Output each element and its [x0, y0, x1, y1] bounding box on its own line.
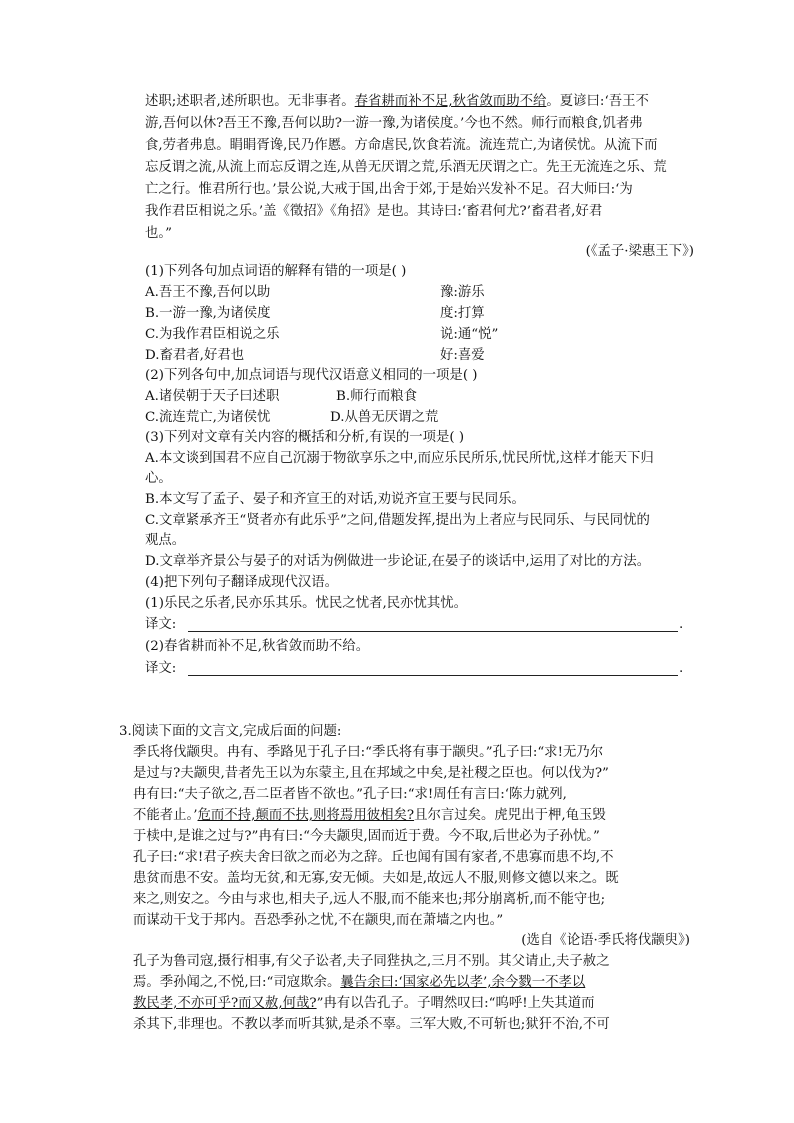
line-end-period: .: [679, 617, 684, 632]
q3-option-d: D.文章举齐景公与晏子的对话为例做进一步论证,在晏子的谈话中,运用了对比的方法。: [145, 554, 651, 569]
passage-line: 食,劳者弗息。睊睊胥谗,民乃作慝。方命虐民,饮食若流。流连荒亡,为诸侯忧。从流下而: [145, 138, 658, 153]
source-citation: (《孟子·梁惠王下》): [585, 244, 694, 259]
q1-option-a: A.吾王不豫,吾何以助: [145, 285, 271, 300]
passage-line: 不能者止。’危而不持,颠而不扶,则将焉用彼相矣?且尔言过矣。虎兕出于柙,龟玉毁: [133, 808, 606, 823]
section-heading: 3.阅读下面的文言文,完成后面的问题:: [119, 724, 342, 739]
passage-line: 忘反谓之流,从流上而忘反谓之连,从兽无厌谓之荒,乐酒无厌谓之亡。先王无流连之乐、荒: [145, 160, 667, 175]
passage-line: 孔子曰:“求!君子疾夫舍曰欲之而必为之辞。丘也闻有国有家者,不患寡而患不均,不: [133, 850, 614, 865]
passage-line: 而谋动干戈于邦内。吾恐季孙之忧,不在颛臾,而在萧墙之内也。”: [133, 913, 504, 928]
q3-option-c: C.文章紧承齐王“贤者亦有此乐乎”之问,借题发挥,提出为上者应与民同乐、与民同忧的: [145, 513, 650, 528]
underlined-sentence: 教民孝,不亦可乎?而又赦,何哉?: [133, 996, 317, 1011]
underlined-sentence: 危而不持,颠而不扶,则将焉用彼相矣?: [197, 808, 415, 823]
q4-item-1: (1)乐民之乐者,民亦乐其乐。忧民之忧者,民亦忧其忧。: [145, 596, 468, 611]
passage-line: 患贫而患不安。盖均无贫,和无寡,安无倾。夫如是,故远人不服,则修文德以来之。既: [133, 871, 619, 886]
passage-line: 来之,则安之。今由与求也,相夫子,远人不服,而不能来也;邦分崩离析,而不能守也;: [133, 892, 606, 907]
passage-line: 教民孝,不亦可乎?而又赦,何哉?”冉有以告孔子。子喟然叹曰:“呜呼!上失其道而: [133, 996, 595, 1011]
q1-option-d-gloss: 好:喜爱: [440, 348, 485, 363]
translation-answer-line-1[interactable]: [188, 631, 678, 632]
question-3: (3)下列对文章有关内容的概括和分析,有误的一项是( ): [145, 430, 465, 445]
q2-option-d: D.从兽无厌谓之荒: [330, 410, 439, 425]
passage-line: 孔子为鲁司寇,摄行相事,有父子讼者,夫子同狴执之,三月不别。其父请止,夫子赦之: [133, 954, 610, 969]
passage-line: 焉。季孙闻之,不悦,曰:“司寇欺余。曩告余曰:‘国家必先以孝’,余今戮一不孝以: [133, 975, 586, 990]
passage-line: 亡之行。惟君所行也。’景公说,大戒于国,出舍于郊,于是始兴发补不足。召大师曰:‘为: [145, 182, 633, 197]
q2-option-b: B.师行而粮食: [336, 389, 418, 404]
passage-line: 杀其下,非理也。不教以孝而听其狱,是杀不辜。三军大败,不可斩也;狱犴不治,不可: [133, 1017, 610, 1032]
q3-option-a-cont: 心。: [145, 471, 172, 486]
translation-label: 译文:: [145, 617, 177, 632]
underlined-sentence: 春省耕而补不足,秋省敛而助不给: [354, 94, 547, 109]
q1-option-d: D.畜君者,好君也: [145, 348, 245, 363]
q1-option-a-gloss: 豫:游乐: [440, 285, 485, 300]
question-2: (2)下列各句中,加点词语与现代汉语意义相同的一项是( ): [145, 368, 478, 383]
q1-option-c-gloss: 说:通“悦”: [440, 327, 499, 342]
passage-line: 我作君臣相说之乐。’盖《徵招》《角招》是也。其诗曰:‘畜君何尤?’畜君者,好君: [145, 204, 603, 219]
q3-option-c-cont: 观点。: [145, 533, 186, 548]
translation-label: 译文:: [145, 661, 177, 676]
q1-option-b-gloss: 度:打算: [440, 306, 485, 321]
passage-line: 述职;述职者,述所职也。无非事者。春省耕而补不足,秋省敛而助不给。夏谚曰:‘吾王不: [145, 94, 649, 109]
passage-line: 冉有曰:“夫子欲之,吾二臣者皆不欲也。”孔子曰:“求!周任有言曰:‘陈力就列,: [133, 787, 567, 802]
q3-option-b: B.本文写了孟子、晏子和齐宣王的对话,劝说齐宣王要与民同乐。: [145, 492, 525, 507]
passage-line: 于椟中,是谁之过与?”冉有曰:“今夫颛臾,固而近于费。今不取,后世必为子孙忧。”: [133, 829, 600, 844]
q4-item-2: (2)春省耕而补不足,秋省敛而助不给。: [145, 639, 370, 654]
line-end-period: .: [679, 661, 684, 676]
q1-option-b: B.一游一豫,为诸侯度: [145, 306, 271, 321]
underlined-sentence: 曩告余曰:‘国家必先以孝’,余今戮一不孝以: [340, 975, 586, 990]
q3-option-a: A.本文谈到国君不应自己沉溺于物欲享乐之中,而应乐民所乐,忧民所忧,这样才能天下归: [145, 451, 654, 466]
passage-line: 季氏将伐颛臾。冉有、季路见于孔子曰:“季氏将有事于颛臾。”孔子曰:“求!无乃尔: [133, 745, 604, 760]
question-4: (4)把下列句子翻译成现代汉语。: [145, 575, 339, 590]
q2-option-c: C.流连荒亡,为诸侯忧: [145, 410, 271, 425]
question-1: (1)下列各句加点词语的解释有错的一项是( ): [145, 264, 407, 279]
q1-option-c: C.为我作君臣相说之乐: [145, 327, 280, 342]
passage-line: 也。”: [145, 226, 172, 241]
translation-answer-line-2[interactable]: [188, 675, 678, 676]
source-citation: (选自《论语·季氏将伐颛臾》): [521, 933, 690, 948]
passage-line: 是过与?夫颛臾,昔者先王以为东蒙主,且在邦域之中矣,是社稷之臣也。何以伐为?”: [133, 766, 609, 781]
q2-option-a: A.诸侯朝于天子曰述职: [145, 389, 280, 404]
passage-line: 游,吾何以休?吾王不豫,吾何以助?一游一豫,为诸侯度。’今也不然。师行而粮食,饥者弗: [145, 116, 643, 131]
